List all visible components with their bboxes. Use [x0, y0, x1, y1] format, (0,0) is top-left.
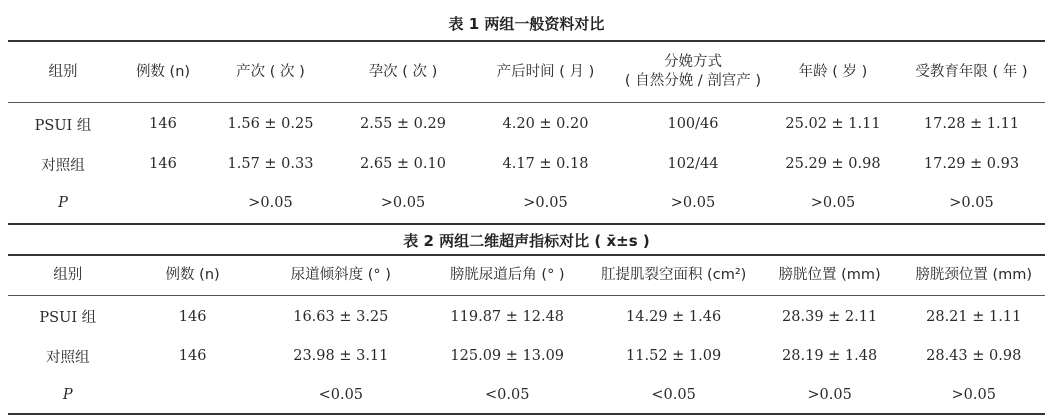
table-cell: 146 — [178, 348, 207, 364]
table1-header-cell — [618, 42, 768, 102]
table2-body — [8, 297, 1045, 414]
table-cell: 17.29 ± 0.93 — [923, 156, 1020, 172]
table1-header-cell: 年龄 ( 岁 ) — [798, 63, 868, 80]
table-cell: >0.05 — [248, 195, 293, 211]
table-cell: 对照组 — [46, 349, 90, 366]
table-cell: 25.29 ± 0.98 — [785, 156, 881, 172]
table-cell: 14.29 ± 1.46 — [626, 308, 722, 325]
table-cell: 1.57 ± 0.33 — [227, 156, 314, 172]
table-cell: 28.43 ± 0.98 — [926, 348, 1022, 364]
table2-header-rule — [8, 295, 1045, 296]
table-cell: 25.02 ± 1.11 — [785, 116, 881, 132]
table1-caption: 表 1 两组一般资料对比 — [448, 15, 605, 33]
table-cell: 23.98 ± 3.11 — [293, 348, 389, 364]
table-cell: <0.05 — [651, 387, 696, 403]
table1-header-cell: 组别 — [48, 63, 78, 80]
table1-header-cell: 例数 (n) — [135, 63, 191, 80]
table1-bottom-rule — [8, 223, 1045, 225]
table2-header-cell: 尿道倾斜度 (° ) — [290, 266, 391, 283]
table2-bottom-rule — [8, 413, 1045, 415]
table-cell: 16.63 ± 3.25 — [293, 308, 389, 325]
table-cell: >0.05 — [810, 195, 856, 211]
table2 — [8, 256, 1045, 294]
table1-header-cell: 产次 ( 次 ) — [236, 63, 305, 80]
table-cell: 2.55 ± 0.29 — [360, 116, 446, 132]
table-cell: 17.28 ± 1.11 — [923, 116, 1020, 132]
table-cell: 146 — [178, 308, 207, 325]
table-row — [8, 144, 1045, 184]
table-cell: 125.09 ± 13.09 — [450, 348, 565, 364]
table-cell: >0.05 — [951, 387, 996, 403]
table-cell: >0.05 — [523, 195, 568, 211]
table-cell: PSUI 组 — [34, 117, 92, 134]
table-cell: >0.05 — [380, 195, 426, 211]
table-cell: 4.20 ± 0.20 — [502, 116, 589, 132]
table-cell: 102/44 — [667, 156, 719, 172]
table-cell: 119.87 ± 12.48 — [450, 308, 565, 325]
table-cell: <0.05 — [485, 387, 530, 403]
table-cell: 11.52 ± 1.09 — [626, 348, 722, 364]
table-cell: 对照组 — [41, 157, 85, 174]
table-cell: 100/46 — [667, 116, 719, 132]
table-cell: >0.05 — [807, 387, 852, 403]
table2-header-cell: 肛提肌裂空面积 (cm²) — [600, 266, 747, 283]
table-cell: 4.17 ± 0.18 — [502, 156, 589, 172]
table-row — [8, 184, 1045, 222]
table1-header-rule — [8, 102, 1045, 103]
table2-header-cell: 组别 — [53, 266, 83, 283]
table1 — [8, 42, 1045, 102]
table-cell — [128, 376, 258, 414]
table-row — [8, 297, 1045, 336]
table-cell — [118, 184, 208, 222]
table-cell: 28.39 ± 2.11 — [782, 308, 878, 325]
table1-header-delivery-sub: ( 自然分娩 / 剖宫产 ) — [624, 73, 762, 89]
table-cell: <0.05 — [318, 387, 364, 403]
table2-header-cell: 膀胱颈位置 (mm) — [915, 266, 1033, 283]
table2-header-row — [8, 256, 1045, 294]
table2-header-cell: 膀胱位置 (mm) — [778, 266, 881, 283]
table1-header-delivery-label: 分娩方式 — [664, 54, 722, 70]
table-cell: 146 — [149, 116, 177, 132]
table1-header-row — [8, 42, 1045, 102]
table1-header-cell: 孕次 ( 次 ) — [368, 63, 438, 80]
table1-header-cell: 受教育年限 ( 年 ) — [915, 63, 1028, 80]
table-cell: PSUI 组 — [39, 310, 97, 326]
table-cell: 146 — [149, 156, 177, 172]
table-cell: 28.21 ± 1.11 — [926, 308, 1022, 325]
table1-body — [8, 104, 1045, 222]
p-value-label: P — [58, 195, 68, 211]
table-cell: >0.05 — [949, 195, 994, 211]
table-row — [8, 104, 1045, 144]
table2-caption: 表 2 两组二维超声指标对比 ( x̄±s ) — [403, 232, 650, 250]
table2-header-cell: 膀胱尿道后角 (° ) — [449, 266, 565, 283]
p-value-label: P — [62, 387, 73, 403]
table-row — [8, 376, 1045, 414]
table-cell: 28.19 ± 1.48 — [782, 348, 878, 364]
table-row — [8, 336, 1045, 376]
table-cell: 1.56 ± 0.25 — [227, 116, 314, 132]
table2-header-cell: 例数 (n) — [165, 266, 220, 283]
table-cell: 2.65 ± 0.10 — [360, 156, 446, 172]
table1-header-cell: 产后时间 ( 月 ) — [496, 63, 595, 80]
table-cell: >0.05 — [670, 195, 716, 211]
